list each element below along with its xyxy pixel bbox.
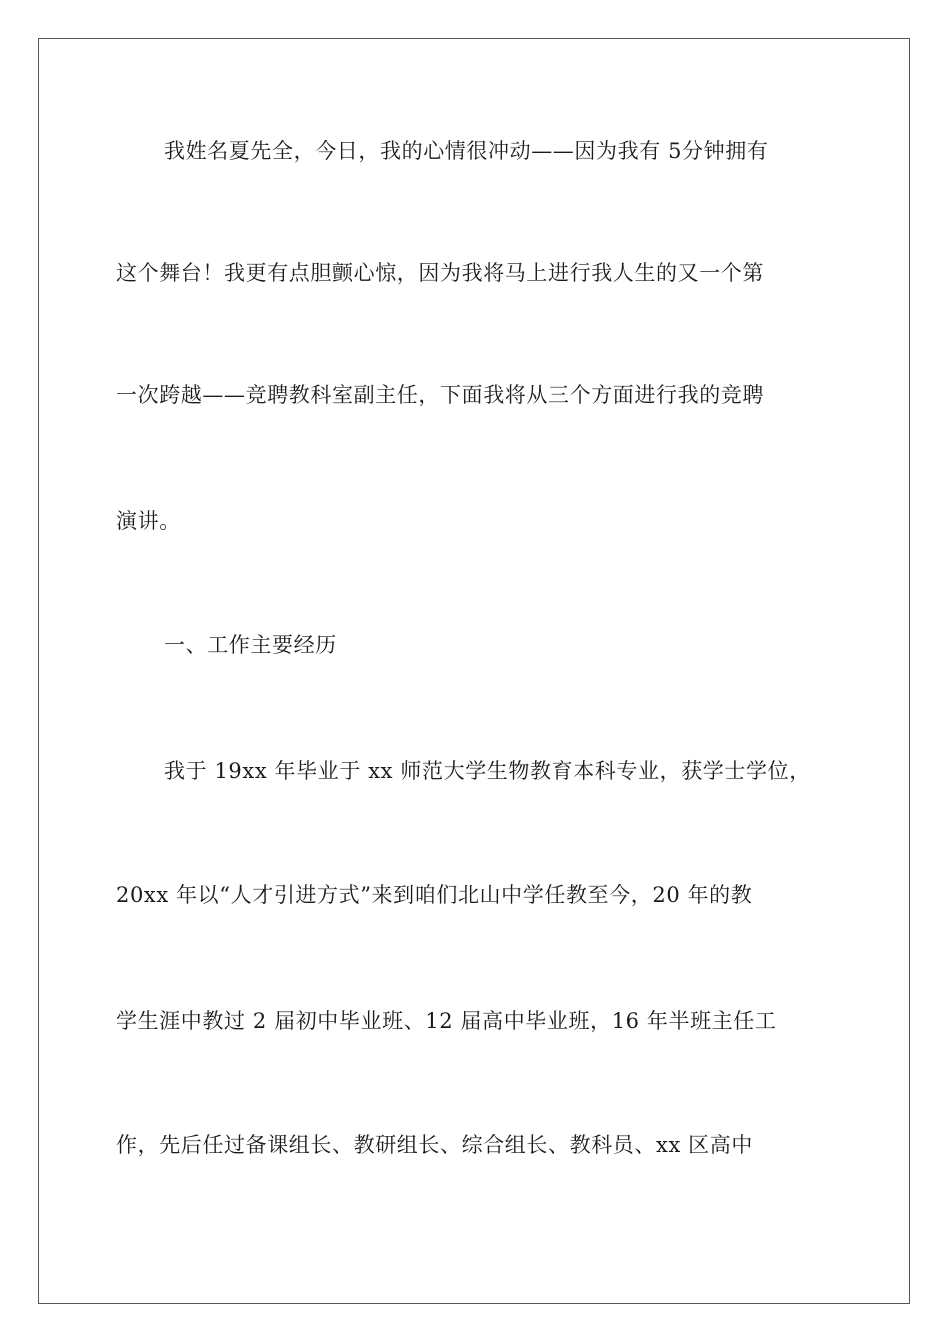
paragraph-1-line-1: 我姓名夏先全，今日，我的心情很冲动——因为我有 5分钟拥有 [164,139,769,163]
paragraph-1-line-4: 演讲。 [116,509,181,533]
section-heading: 一、工作主要经历 [164,633,337,657]
paragraph-1-line-2: 这个舞台！我更有点胆颤心惊，因为我将马上进行我人生的又一个第 [116,261,764,285]
paragraph-2-line-2: 20xx 年以“人才引进方式”来到咱们北山中学任教至今，20 年的教 [116,883,753,907]
paragraph-2-line-1: 我于 19xx 年毕业于 xx 师范大学生物教育本科专业，获学士学位， [164,759,811,783]
paragraph-2-line-3: 学生涯中教过 2 届初中毕业班、12 届高中毕业班，16 年半班主任工 [116,1009,777,1033]
paragraph-1-line-3: 一次跨越——竞聘教科室副主任，下面我将从三个方面进行我的竞聘 [116,383,764,407]
paragraph-2-line-4: 作，先后任过备课组长、教研组长、综合组长、教科员、xx 区高中 [116,1133,753,1157]
page-frame [38,38,910,1304]
